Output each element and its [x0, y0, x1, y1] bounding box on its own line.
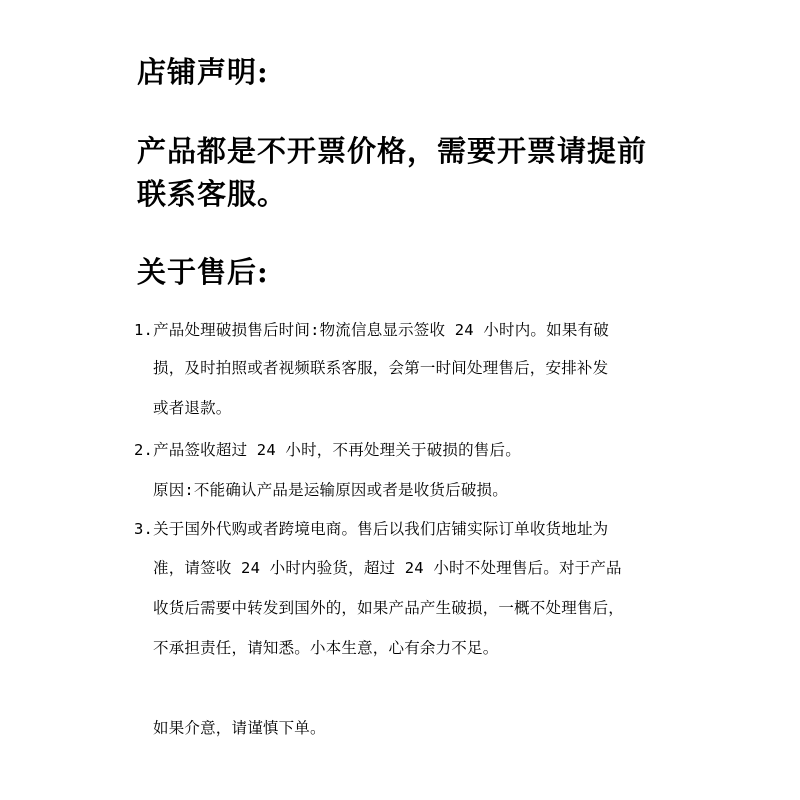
rule-2-line-2: 原因:不能确认产品是运输原因或者是收货后破损。: [153, 481, 508, 499]
store-notice-heading: 店铺声明:: [137, 55, 269, 89]
rule-3-line-3: 收货后需要中转发到国外的，如果产品产生破损，一概不处理售后，: [153, 599, 625, 617]
rule-3-line-1: 3.关于国外代购或者跨境电商。售后以我们店铺实际订单收货地址为: [134, 520, 609, 538]
after-sales-heading: 关于售后:: [137, 255, 269, 289]
rule-3-line-2: 准，请签收 24 小时内验货，超过 24 小时不处理售后。对于产品: [153, 559, 622, 577]
invoice-notice-line-1: 产品都是不开票价格，需要开票请提前: [137, 134, 648, 168]
invoice-notice-line-2: 联系客服。: [137, 177, 288, 211]
rule-3-line-4: 不承担责任，请知悉。小本生意，心有余力不足。: [153, 639, 499, 657]
closing-note: 如果介意，请谨慎下单。: [153, 719, 326, 737]
rule-1-line-3: 或者退款。: [153, 399, 232, 417]
rule-1-line-2: 损，及时拍照或者视频联系客服，会第一时间处理售后，安排补发: [153, 359, 609, 377]
rule-1-line-1: 1.产品处理破损售后时间:物流信息显示签收 24 小时内。如果有破: [134, 321, 609, 339]
rule-2-line-1: 2.产品签收超过 24 小时，不再处理关于破损的售后。: [134, 441, 521, 459]
